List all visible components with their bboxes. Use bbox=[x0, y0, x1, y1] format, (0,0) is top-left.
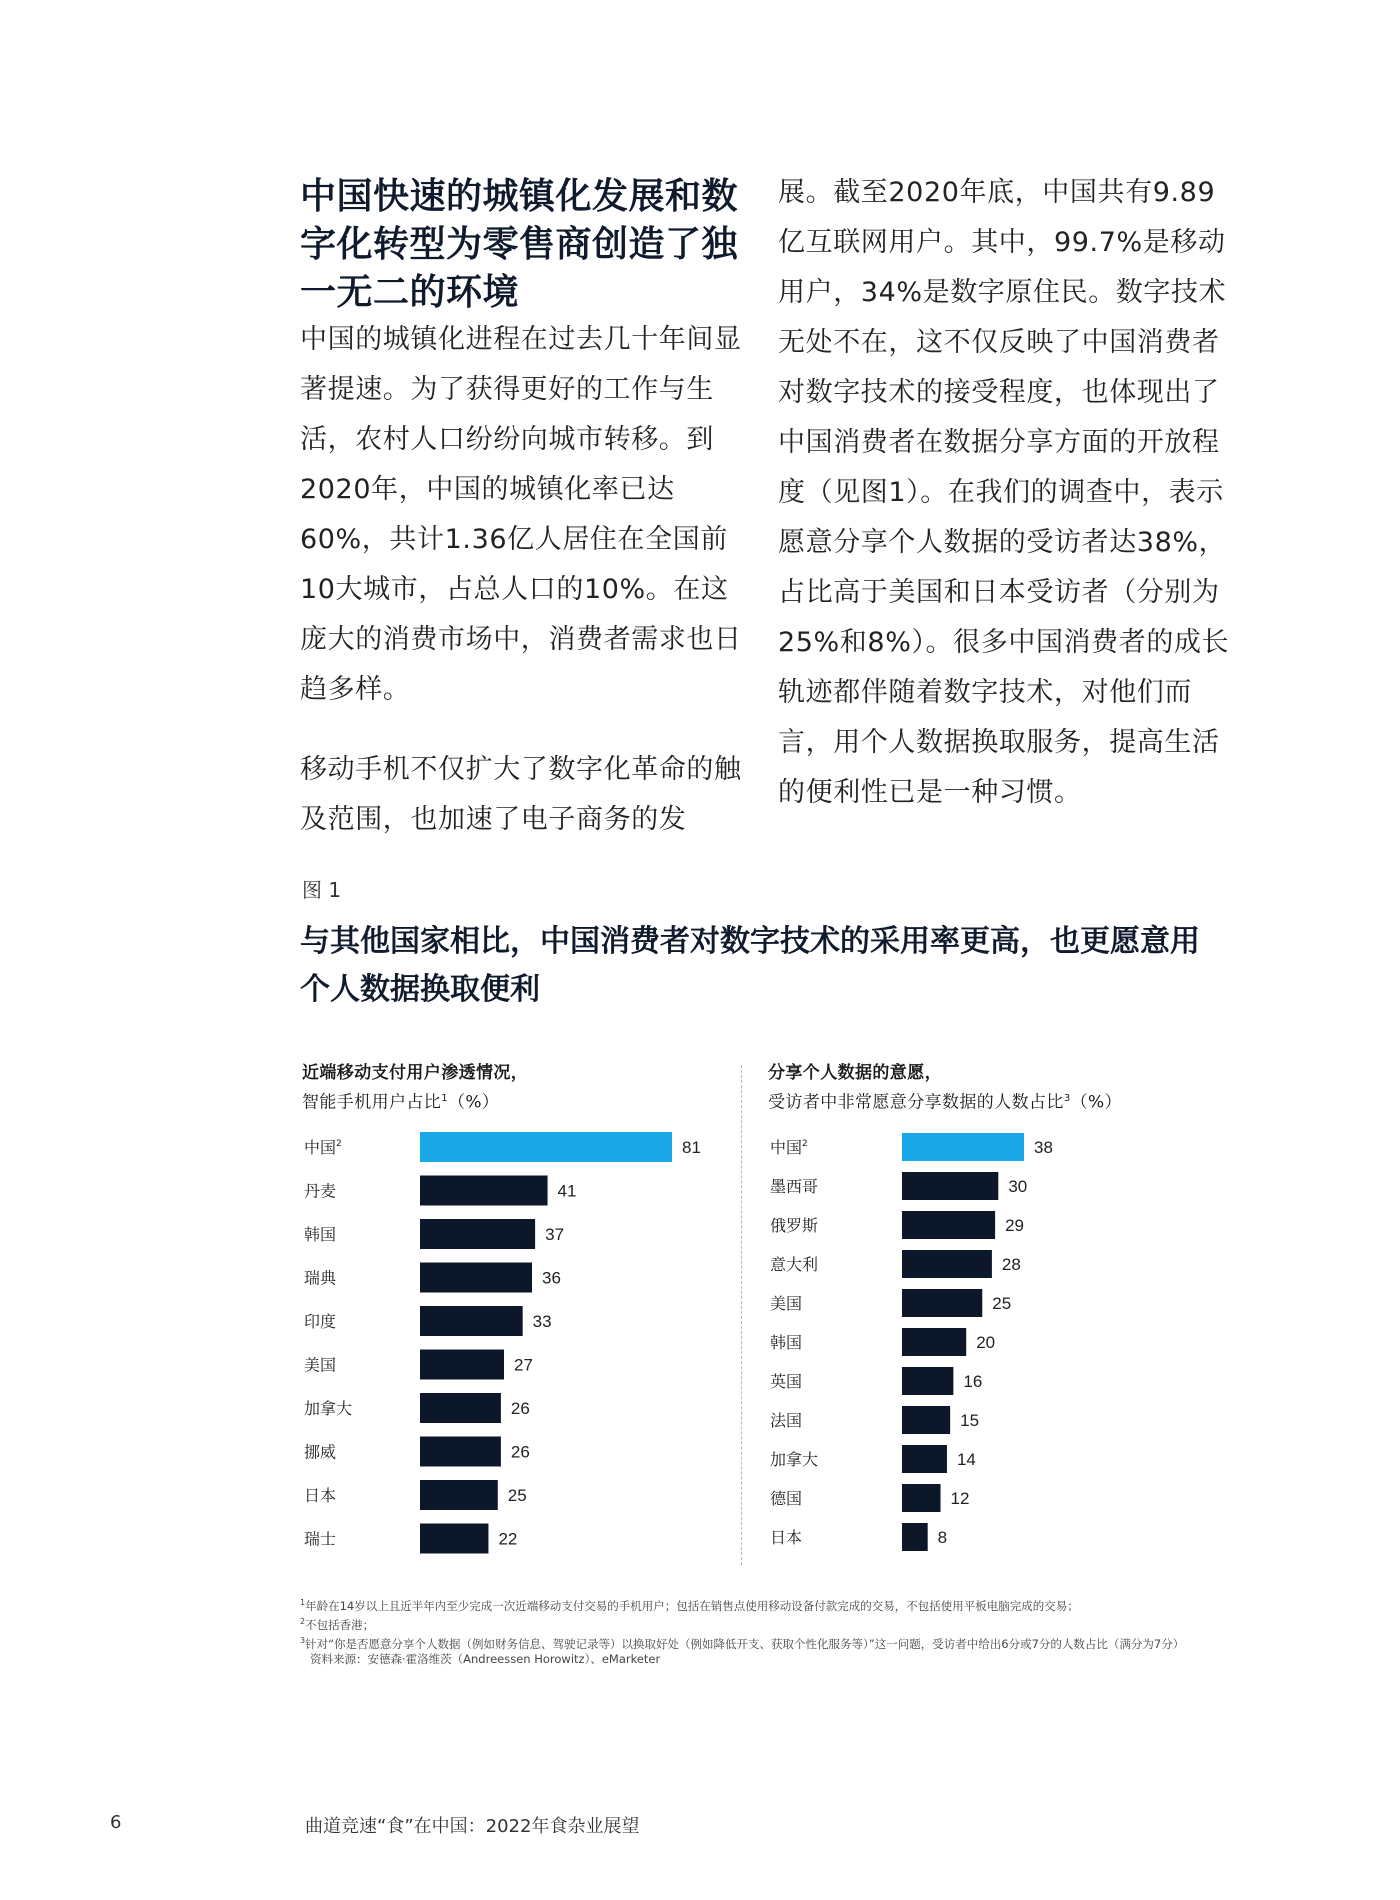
paragraph-2: 移动手机不仅扩大了数字化革命的触及范围，也加速了电子商务的发 bbox=[300, 754, 742, 835]
page-number: 6 bbox=[110, 1812, 122, 1833]
category-label: 丹麦 bbox=[304, 1181, 337, 1201]
category-label: 印度 bbox=[304, 1312, 337, 1331]
category-label: 英国 bbox=[770, 1372, 803, 1391]
chart-2-title bbox=[768, 1060, 1238, 1116]
value-label: 22 bbox=[498, 1529, 518, 1549]
footer-title: 曲道竞速“食”在中国：2022年食杂业展望 bbox=[305, 1816, 640, 1837]
bar bbox=[902, 1172, 998, 1200]
chart-1-subtitle-line bbox=[302, 1086, 722, 1116]
bar bbox=[902, 1211, 995, 1239]
footnote-3 bbox=[300, 1633, 1230, 1652]
bar bbox=[420, 1350, 504, 1380]
chart-data-sharing bbox=[766, 1130, 1186, 1570]
bar bbox=[420, 1132, 672, 1162]
value-label: 36 bbox=[542, 1268, 561, 1288]
value-label: 29 bbox=[1005, 1216, 1025, 1235]
paragraph-3: 展。截至2020年底，中国共有9.89亿互联网用户。其中，99.7%是移动用户，34%是数字原住民。数字技术无处不在，这不仅反映了中国消费者对数字技术的接受程度，也体现出了中国消费者在数据分享方面的开放程度（见图1）。在我们的调查中，表示愿意分享个人数据的受访者达38%，占比高于美国和日本受访者（分别为25%和8%）。很多中国消费者的成长轨迹都伴随着数字技术，对他们而言，用个人数据换取服务，提高生活的便利性已是一种习惯。 bbox=[778, 177, 1230, 808]
bar bbox=[902, 1484, 941, 1512]
category-label: 中国$^2$ bbox=[770, 1138, 808, 1157]
bar bbox=[420, 1524, 488, 1554]
value-label: 16 bbox=[963, 1372, 983, 1391]
value-label: 14 bbox=[956, 1450, 976, 1469]
bar bbox=[420, 1306, 523, 1336]
bar bbox=[420, 1263, 532, 1293]
bar bbox=[420, 1437, 501, 1467]
category-label: 德国 bbox=[770, 1489, 803, 1508]
value-label: 33 bbox=[532, 1312, 552, 1331]
value-label: 12 bbox=[950, 1489, 970, 1508]
category-label: 美国 bbox=[304, 1355, 337, 1375]
value-label: 15 bbox=[960, 1411, 980, 1430]
category-label: 挪威 bbox=[304, 1442, 337, 1462]
footnote-3-text: 针对“你是否愿意分享个人数据（例如财务信息、驾驶记录等）以换取好处（例如降低开支、获取个性化服务等）”这一问题，受访者中给出6分或7分的人数占比（满分为7分） bbox=[305, 1636, 1185, 1651]
chart-1-title bbox=[302, 1060, 722, 1116]
category-label: 加拿大 bbox=[770, 1450, 819, 1469]
section-heading: 中国快速的城镇化发展和数字化转型为零售商创造了独一无二的环境 bbox=[300, 176, 739, 313]
footnote-2-text: 不包括香港； bbox=[305, 1617, 375, 1632]
footnote-1-mark: 1 bbox=[300, 1598, 306, 1607]
bar bbox=[420, 1480, 498, 1510]
chart-divider bbox=[741, 1065, 742, 1565]
footnotes bbox=[300, 1595, 1230, 1667]
bar bbox=[902, 1367, 953, 1395]
value-label: 81 bbox=[682, 1138, 701, 1157]
chart-1-subtitle: 智能手机用户占比 bbox=[302, 1092, 442, 1113]
chart-1-unit: （%） bbox=[447, 1092, 500, 1113]
footnote-1 bbox=[300, 1595, 1230, 1614]
chart-1-subtitle-sup: 1 bbox=[441, 1093, 448, 1104]
value-label: 8 bbox=[937, 1528, 948, 1547]
footnote-1-text: 年龄在14岁以上且近半年内至少完成一次近端移动支付交易的手机用户；包括在销售点使用移动设备付款完成的交易，不包括使用平板电脑完成的交易； bbox=[305, 1598, 1079, 1613]
category-label: 意大利 bbox=[770, 1255, 819, 1274]
category-label: 法国 bbox=[770, 1411, 803, 1430]
category-label: 韩国 bbox=[770, 1333, 803, 1352]
value-label: 41 bbox=[557, 1181, 577, 1201]
category-label: 瑞士 bbox=[304, 1529, 337, 1549]
value-label: 27 bbox=[514, 1355, 533, 1375]
source-note: 资料来源：安德森·霍洛维茨（Andreessen Horowitz）、eMarketer bbox=[310, 1652, 661, 1667]
bar bbox=[902, 1523, 928, 1551]
paragraph-1: 中国的城镇化进程在过去几十年间显著提速。为了获得更好的工作与生活，农村人口纷纷向城市转移。到2020年，中国的城镇化率已达60%，共计1.36亿人居住在全国前10大城市，占总人口的10%。在这庞大的消费市场中，消费者需求也日趋多样。 bbox=[300, 324, 742, 705]
category-label: 瑞典 bbox=[304, 1268, 337, 1288]
category-label: 墨西哥 bbox=[770, 1177, 819, 1196]
value-label: 30 bbox=[1008, 1177, 1028, 1196]
value-label: 25 bbox=[992, 1294, 1012, 1313]
footnote-2 bbox=[300, 1614, 1230, 1633]
bar bbox=[902, 1289, 982, 1317]
bar bbox=[902, 1445, 947, 1473]
category-label: 中国$^2$ bbox=[304, 1138, 342, 1157]
category-label: 韩国 bbox=[304, 1225, 337, 1244]
chart-2-unit: （%） bbox=[1070, 1092, 1122, 1113]
value-label: 20 bbox=[976, 1333, 996, 1352]
chart-2-subtitle-line bbox=[768, 1086, 1238, 1116]
bar bbox=[420, 1393, 501, 1423]
figure-label: 图 1 bbox=[302, 878, 342, 902]
footnote-3-mark: 3 bbox=[300, 1635, 306, 1645]
value-label: 26 bbox=[510, 1399, 530, 1418]
bar bbox=[902, 1406, 950, 1434]
category-label: 日本 bbox=[770, 1528, 803, 1547]
bar bbox=[420, 1176, 548, 1206]
category-label: 加拿大 bbox=[304, 1399, 353, 1418]
value-label: 25 bbox=[507, 1486, 527, 1505]
bar bbox=[420, 1219, 535, 1249]
chart-2-title-line: 分享个人数据的意愿， bbox=[768, 1063, 942, 1083]
category-label: 日本 bbox=[304, 1486, 337, 1505]
value-label: 38 bbox=[1034, 1138, 1053, 1157]
value-label: 26 bbox=[510, 1442, 530, 1462]
value-label: 28 bbox=[1001, 1255, 1021, 1274]
category-label: 俄罗斯 bbox=[770, 1216, 819, 1235]
chart-1-title-line: 近端移动支付用户渗透情况， bbox=[302, 1063, 529, 1083]
chart-2-subtitle-sup: 3 bbox=[1063, 1093, 1071, 1104]
value-label: 37 bbox=[545, 1225, 565, 1244]
bar bbox=[902, 1328, 966, 1356]
footnote-2-mark: 2 bbox=[300, 1616, 306, 1626]
category-label: 美国 bbox=[770, 1294, 803, 1313]
bar bbox=[902, 1250, 992, 1278]
chart-2-subtitle: 受访者中非常愿意分享数据的人数占比 bbox=[768, 1092, 1064, 1113]
figure-title: 与其他国家相比，中国消费者对数字技术的采用率更高，也更愿意用个人数据换取便利 bbox=[300, 924, 1200, 1007]
chart-near-field-payment bbox=[300, 1130, 730, 1570]
bar bbox=[902, 1133, 1024, 1161]
